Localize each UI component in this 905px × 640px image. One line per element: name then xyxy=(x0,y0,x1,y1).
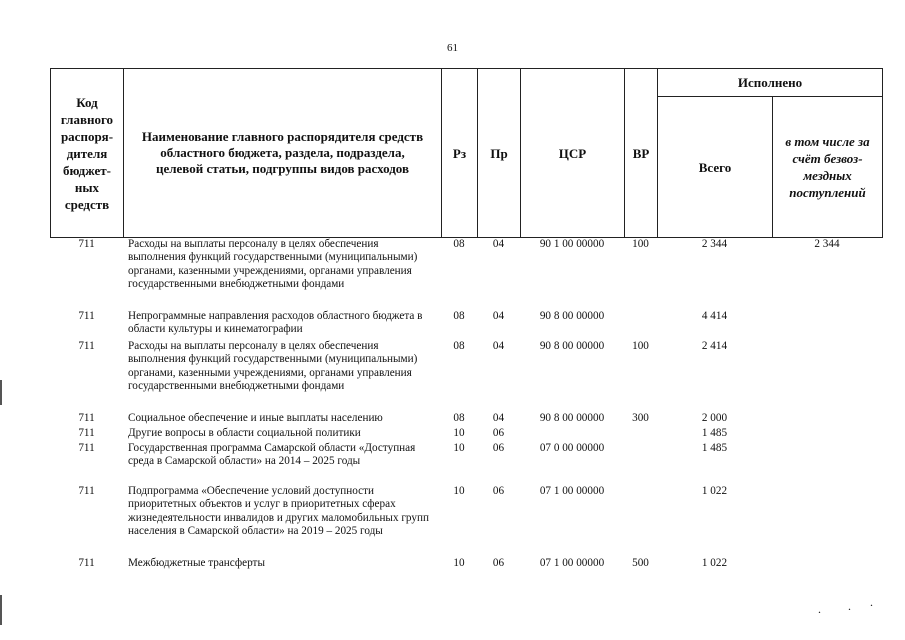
cell-pr: 04 xyxy=(492,310,505,322)
header-csr: ЦСР xyxy=(521,69,625,238)
cell-csr: 90 8 00 00000 xyxy=(539,340,605,352)
cell-vr: 500 xyxy=(632,557,649,569)
scan-speck: . xyxy=(870,595,873,609)
cell-pr: 04 xyxy=(492,238,505,250)
cell-code: 711 xyxy=(78,310,95,322)
table-row xyxy=(50,340,882,412)
table-row xyxy=(50,412,882,427)
cell-pr: 06 xyxy=(492,427,505,439)
cell-pr: 06 xyxy=(492,485,505,497)
cell-incl xyxy=(772,485,882,557)
cell-total: 2 414 xyxy=(701,340,728,352)
cell-vr: 100 xyxy=(632,238,649,250)
cell-total: 1 022 xyxy=(701,557,728,569)
cell-pr: 04 xyxy=(492,340,505,352)
cell-incl xyxy=(772,442,882,485)
cell-vr xyxy=(624,427,657,442)
header-executed: Исполнено xyxy=(658,69,883,97)
table-row xyxy=(50,427,882,442)
cell-incl xyxy=(772,412,882,427)
cell-incl xyxy=(772,310,882,340)
page-number: 61 xyxy=(447,42,458,54)
cell-total: 2 000 xyxy=(701,412,728,424)
scan-edge-mark xyxy=(0,595,2,625)
cell-name: Социальное обеспечение и иные выплаты населению xyxy=(128,412,383,424)
scan-edge-mark xyxy=(0,380,2,405)
cell-pr: 04 xyxy=(492,412,505,424)
scan-speck: . xyxy=(818,602,821,616)
header-rz: Рз xyxy=(442,69,478,238)
cell-csr xyxy=(520,427,624,442)
cell-total: 1 485 xyxy=(701,427,728,439)
cell-name: Другие вопросы в области социальной политики xyxy=(128,427,361,439)
scan-speck: . xyxy=(848,599,851,613)
table-header xyxy=(50,68,883,238)
cell-vr xyxy=(624,442,657,485)
cell-total: 4 414 xyxy=(701,310,728,322)
cell-incl xyxy=(772,340,882,412)
cell-name: Государственная программа Самарской области «Доступная среда в Самарской области» на 2014 – 2025 годы xyxy=(128,442,416,468)
cell-incl: 2 344 xyxy=(814,238,840,250)
header-code: Код главного распоря-дителя бюджет-ных средств xyxy=(51,69,124,238)
cell-code: 711 xyxy=(78,340,95,352)
cell-rz: 08 xyxy=(453,412,465,424)
cell-csr: 90 8 00 00000 xyxy=(539,310,605,322)
cell-vr xyxy=(624,310,657,340)
cell-incl xyxy=(772,427,882,442)
header-name: Наименование главного распорядителя средств областного бюджета, раздела, подраздела, целевой статьи, подгруппы видов расходов xyxy=(124,69,442,238)
header-incl: в том числе за счёт безвоз-мездных поступлений xyxy=(773,97,883,238)
cell-rz: 10 xyxy=(453,485,465,497)
cell-code: 711 xyxy=(78,442,95,454)
cell-pr: 06 xyxy=(492,557,505,569)
cell-name: Расходы на выплаты персоналу в целях обеспечения выполнения функций государственными (муниципальными) органами, казенными учреждениями, органами управления государственными внебюджетными фондами xyxy=(128,238,418,291)
cell-total: 2 344 xyxy=(701,238,728,250)
cell-code: 711 xyxy=(78,412,95,424)
cell-rz: 08 xyxy=(453,238,465,250)
cell-name: Межбюджетные трансферты xyxy=(128,557,265,569)
cell-code: 711 xyxy=(78,557,95,569)
cell-csr: 07 1 00 00000 xyxy=(539,557,605,569)
cell-csr: 90 1 00 00000 xyxy=(539,238,605,250)
table-body xyxy=(50,238,882,572)
table-row xyxy=(50,442,882,485)
cell-rz: 10 xyxy=(453,442,465,454)
header-pr: Пр xyxy=(478,69,521,238)
cell-csr: 07 1 00 00000 xyxy=(539,485,605,497)
cell-rz: 10 xyxy=(453,427,465,439)
cell-rz: 08 xyxy=(453,310,465,322)
cell-incl xyxy=(772,557,882,572)
cell-code: 711 xyxy=(78,238,95,250)
table-row xyxy=(50,238,882,310)
cell-total: 1 022 xyxy=(701,485,728,497)
header-total: Всего xyxy=(658,97,773,238)
cell-name: Непрограммные направления расходов областного бюджета в области культуры и кинематографии xyxy=(128,310,423,336)
cell-vr xyxy=(624,485,657,557)
header-vr: ВР xyxy=(625,69,658,238)
cell-csr: 07 0 00 00000 xyxy=(539,442,605,454)
cell-rz: 10 xyxy=(453,557,465,569)
cell-vr: 300 xyxy=(632,412,649,424)
cell-csr: 90 8 00 00000 xyxy=(539,412,605,424)
cell-name: Подпрограмма «Обеспечение условий доступности приоритетных объектов и услуг в приоритетных сферах жизнедеятельности инвалидов и других маломобильных групп населения в Самарской области» на 2019 – 2025 годы xyxy=(128,485,429,538)
cell-code: 711 xyxy=(78,485,95,497)
table-row xyxy=(50,557,882,572)
cell-pr: 06 xyxy=(492,442,505,454)
cell-total: 1 485 xyxy=(701,442,728,454)
cell-name: Расходы на выплаты персоналу в целях обеспечения выполнения функций государственными (муниципальными) органами, казенными учреждениями, органами управления государственными внебюджетными фондами xyxy=(128,340,418,393)
cell-vr: 100 xyxy=(632,340,649,352)
cell-rz: 08 xyxy=(453,340,465,352)
table-row xyxy=(50,310,882,340)
table-row xyxy=(50,485,882,557)
cell-code: 711 xyxy=(78,427,95,439)
